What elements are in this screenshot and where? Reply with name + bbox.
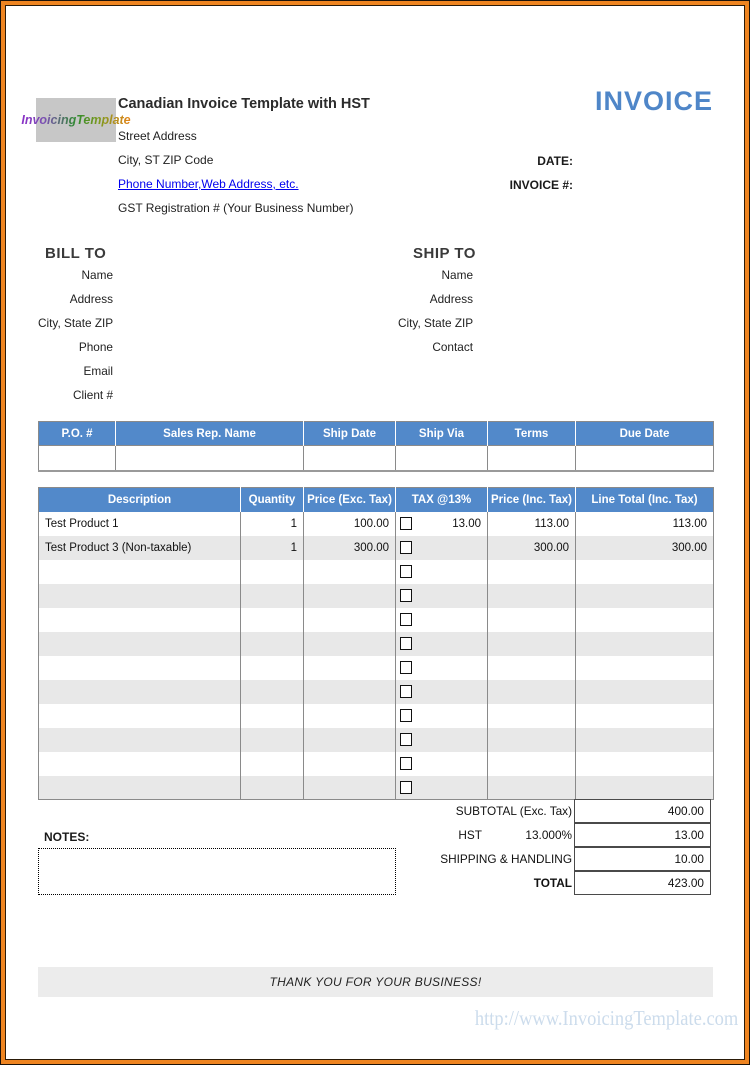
empty-item-row-4-line-total <box>576 656 714 680</box>
empty-item-row-5-description[interactable] <box>39 680 241 704</box>
empty-item-row-0 <box>39 560 714 584</box>
empty-item-row-9-line-total <box>576 776 714 800</box>
empty-item-row-5-line-total <box>576 680 714 704</box>
ship-to-field-1: Address <box>429 292 473 306</box>
item-row-0-description[interactable]: Test Product 1 <box>45 517 119 530</box>
empty-item-row-3-tax-cell <box>396 632 488 656</box>
subtotal-row <box>38 799 713 823</box>
empty-item-row-3-tax-checkbox[interactable] <box>400 637 412 650</box>
empty-item-row-8-price-exc[interactable] <box>304 752 396 776</box>
empty-item-row-2-price-exc[interactable] <box>304 608 396 632</box>
bill-to-field-3: Phone <box>78 340 113 354</box>
items-body <box>39 512 714 800</box>
empty-item-row-3 <box>39 632 714 656</box>
invoice-heading: INVOICE <box>594 86 713 116</box>
empty-item-row-5-tax-inner <box>400 680 481 704</box>
bill-to-fields <box>38 263 113 407</box>
bill-to-field-1: Address <box>69 292 113 306</box>
empty-item-row-7 <box>39 728 714 752</box>
empty-item-row-1-price-inc <box>488 584 576 608</box>
empty-item-row-6-tax-inner <box>400 704 481 728</box>
total-value: 423.00 <box>574 871 711 895</box>
empty-item-row-3-price-inc <box>488 632 576 656</box>
empty-item-row-7-tax-cell <box>396 728 488 752</box>
empty-item-row-6-tax-cell <box>396 704 488 728</box>
empty-item-row-7-quantity[interactable] <box>241 728 304 752</box>
empty-item-row-5-price-exc[interactable] <box>304 680 396 704</box>
date-label: DATE: <box>537 154 573 168</box>
empty-item-row-7-line-total <box>576 728 714 752</box>
item-row-0-price-exc[interactable]: 100.00 <box>304 512 396 536</box>
thank-you-text: THANK YOU FOR YOUR BUSINESS! <box>269 975 482 989</box>
empty-item-row-7-price-inc <box>488 728 576 752</box>
empty-item-row-6-tax-checkbox[interactable] <box>400 709 412 722</box>
empty-item-row-5-price-inc <box>488 680 576 704</box>
po-header-0: P.O. # <box>39 422 116 446</box>
empty-item-row-3-tax-inner <box>400 632 481 656</box>
po-cell-3[interactable] <box>396 446 488 471</box>
empty-item-row-4-tax-inner <box>400 656 481 680</box>
watermark-url: http://www.InvoicingTemplate.com <box>474 1006 738 1030</box>
page-frame-orange <box>1 1 749 1064</box>
item-row-1 <box>39 536 714 560</box>
empty-item-row-5-quantity[interactable] <box>241 680 304 704</box>
bill-to-field-4: Email <box>83 364 113 378</box>
empty-item-row-6-price-inc <box>488 704 576 728</box>
empty-item-row-9-description[interactable] <box>39 776 241 800</box>
empty-item-row-3-quantity[interactable] <box>241 632 304 656</box>
item-row-0-tax-inner <box>400 512 481 536</box>
po-cell-2[interactable] <box>304 446 396 471</box>
empty-item-row-0-price-inc <box>488 560 576 584</box>
empty-item-row-1-description[interactable] <box>39 584 241 608</box>
hst-rate: 13.000% <box>525 828 572 842</box>
empty-item-row-9-tax-checkbox[interactable] <box>400 781 412 794</box>
contact-info-link[interactable]: Phone Number,Web Address, etc. <box>118 177 299 191</box>
empty-item-row-8-tax-cell <box>396 752 488 776</box>
hst-row <box>38 823 713 847</box>
thank-you-bar <box>38 967 713 997</box>
empty-item-row-1-tax-checkbox[interactable] <box>400 589 412 602</box>
empty-item-row-9-quantity[interactable] <box>241 776 304 800</box>
item-row-0 <box>39 512 714 536</box>
po-cell-1[interactable] <box>116 446 304 471</box>
total-label: TOTAL <box>533 876 572 890</box>
empty-item-row-4 <box>39 656 714 680</box>
shipping-label: SHIPPING & HANDLING <box>440 852 572 866</box>
empty-item-row-8-price-inc <box>488 752 576 776</box>
items-header-3: TAX @13% <box>396 488 488 512</box>
empty-item-row-9-tax-inner <box>400 776 481 800</box>
empty-item-row-0-price-exc[interactable] <box>304 560 396 584</box>
empty-item-row-1-quantity[interactable] <box>241 584 304 608</box>
empty-item-row-0-quantity[interactable] <box>241 560 304 584</box>
bill-to-field-2: City, State ZIP <box>38 316 114 330</box>
empty-item-row-4-description[interactable] <box>39 656 241 680</box>
ship-to-field-2: City, State ZIP <box>398 316 474 330</box>
gst-registration-line: GST Registration # (Your Business Number) <box>118 201 354 215</box>
item-row-1-tax-cell <box>396 536 488 560</box>
item-row-1-tax-checkbox[interactable] <box>400 541 412 554</box>
invoice-number-label: INVOICE #: <box>509 178 573 192</box>
empty-item-row-3-description[interactable] <box>39 632 241 656</box>
empty-item-row-1-line-total <box>576 584 714 608</box>
items-header-row <box>39 488 714 512</box>
items-header-1: Quantity <box>241 488 304 512</box>
po-header-5: Due Date <box>576 422 714 446</box>
empty-item-row-6-quantity[interactable] <box>241 704 304 728</box>
po-cell-0[interactable] <box>39 446 116 471</box>
street-address-line: Street Address <box>118 129 197 143</box>
empty-item-row-7-description[interactable] <box>39 728 241 752</box>
po-cell-5[interactable] <box>576 446 714 471</box>
empty-item-row-2-price-inc <box>488 608 576 632</box>
po-empty-row <box>39 446 714 471</box>
empty-item-row-4-quantity[interactable] <box>241 656 304 680</box>
empty-item-row-9-price-exc[interactable] <box>304 776 396 800</box>
items-header-5: Line Total (Inc. Tax) <box>576 488 714 512</box>
items-header-4: Price (Inc. Tax) <box>488 488 576 512</box>
city-state-zip-line: City, ST ZIP Code <box>118 153 214 167</box>
po-header-4: Terms <box>488 422 576 446</box>
empty-item-row-3-price-exc[interactable] <box>304 632 396 656</box>
item-row-0-quantity[interactable]: 1 <box>241 512 304 536</box>
item-row-0-tax-checkbox[interactable] <box>400 517 412 530</box>
empty-item-row-2-tax-checkbox[interactable] <box>400 613 412 626</box>
empty-item-row-4-price-inc <box>488 656 576 680</box>
item-row-1-quantity[interactable]: 1 <box>241 536 304 560</box>
empty-item-row-9-price-inc <box>488 776 576 800</box>
empty-item-row-2-tax-cell <box>396 608 488 632</box>
items-table <box>38 487 714 800</box>
bill-to-field-5: Client # <box>73 388 113 402</box>
empty-item-row-8-tax-checkbox[interactable] <box>400 757 412 770</box>
empty-item-row-8 <box>39 752 714 776</box>
empty-item-row-9 <box>39 776 714 800</box>
bill-to-field-0: Name <box>81 268 113 282</box>
empty-item-row-8-line-total <box>576 752 714 776</box>
po-header-3: Ship Via <box>396 422 488 446</box>
shipping-value: 10.00 <box>574 847 711 871</box>
items-header-2: Price (Exc. Tax) <box>304 488 396 512</box>
item-row-1-line-total: 300.00 <box>576 536 714 560</box>
empty-item-row-1-price-exc[interactable] <box>304 584 396 608</box>
subtotal-value: 400.00 <box>574 799 711 823</box>
empty-item-row-2 <box>39 608 714 632</box>
ship-to-field-0: Name <box>441 268 473 282</box>
empty-item-row-0-line-total <box>576 560 714 584</box>
hst-value: 13.00 <box>574 823 711 847</box>
po-header-2: Ship Date <box>304 422 396 446</box>
empty-item-row-2-description[interactable] <box>39 608 241 632</box>
item-row-0-line-total: 113.00 <box>576 512 714 536</box>
empty-item-row-4-price-exc[interactable] <box>304 656 396 680</box>
ship-to-fields <box>398 263 473 359</box>
empty-item-row-1-tax-cell <box>396 584 488 608</box>
empty-item-row-3-line-total <box>576 632 714 656</box>
notes-input-box[interactable] <box>38 848 396 895</box>
empty-item-row-6-description[interactable] <box>39 704 241 728</box>
notes-label: NOTES: <box>44 830 90 844</box>
empty-item-row-5-tax-checkbox[interactable] <box>400 685 412 698</box>
hst-label: HST <box>458 828 482 842</box>
item-row-0-tax-cell <box>396 512 488 536</box>
po-header-1: Sales Rep. Name <box>116 422 304 446</box>
item-row-1-price-exc[interactable]: 300.00 <box>304 536 396 560</box>
bill-to-heading: BILL TO <box>45 245 107 262</box>
empty-item-row-6-price-exc[interactable] <box>304 704 396 728</box>
item-row-1-tax-inner <box>400 536 481 560</box>
empty-item-row-6-line-total <box>576 704 714 728</box>
empty-item-row-7-tax-inner <box>400 728 481 752</box>
item-row-0-price-inc: 113.00 <box>488 512 576 536</box>
empty-item-row-8-quantity[interactable] <box>241 752 304 776</box>
empty-item-row-5-tax-cell <box>396 680 488 704</box>
empty-item-row-1 <box>39 584 714 608</box>
items-header-0: Description <box>39 488 241 512</box>
empty-item-row-0-tax-inner <box>400 560 481 584</box>
empty-item-row-8-description[interactable] <box>39 752 241 776</box>
empty-item-row-7-price-exc[interactable] <box>304 728 396 752</box>
item-row-1-price-inc: 300.00 <box>488 536 576 560</box>
empty-item-row-4-tax-cell <box>396 656 488 680</box>
empty-item-row-0-tax-checkbox[interactable] <box>400 565 412 578</box>
empty-item-row-6 <box>39 704 714 728</box>
empty-item-row-2-quantity[interactable] <box>241 608 304 632</box>
empty-item-row-2-tax-inner <box>400 608 481 632</box>
empty-item-row-4-tax-checkbox[interactable] <box>400 661 412 674</box>
item-row-0-tax-amount: 13.00 <box>452 517 481 530</box>
document-title: Canadian Invoice Template with HST <box>118 96 370 112</box>
empty-item-row-0-tax-cell <box>396 560 488 584</box>
page-frame-inner <box>5 5 745 1060</box>
empty-item-row-5 <box>39 680 714 704</box>
empty-item-row-2-line-total <box>576 608 714 632</box>
empty-item-row-1-tax-inner <box>400 584 481 608</box>
empty-item-row-9-tax-cell <box>396 776 488 800</box>
ship-to-heading: SHIP TO <box>413 245 476 262</box>
invoice-page <box>6 6 744 1059</box>
po-header-row <box>39 422 714 446</box>
item-row-1-description[interactable]: Test Product 3 (Non-taxable) <box>39 536 241 560</box>
company-logo <box>21 98 131 142</box>
empty-item-row-8-tax-inner <box>400 752 481 776</box>
po-cell-4[interactable] <box>488 446 576 471</box>
ship-to-field-3: Contact <box>432 340 473 354</box>
empty-item-row-7-tax-checkbox[interactable] <box>400 733 412 746</box>
po-table <box>38 421 714 472</box>
company-logo-text: InvoicingTemplate <box>21 113 131 127</box>
subtotal-label: SUBTOTAL (Exc. Tax) <box>455 804 572 818</box>
empty-item-row-0-description[interactable] <box>39 560 241 584</box>
